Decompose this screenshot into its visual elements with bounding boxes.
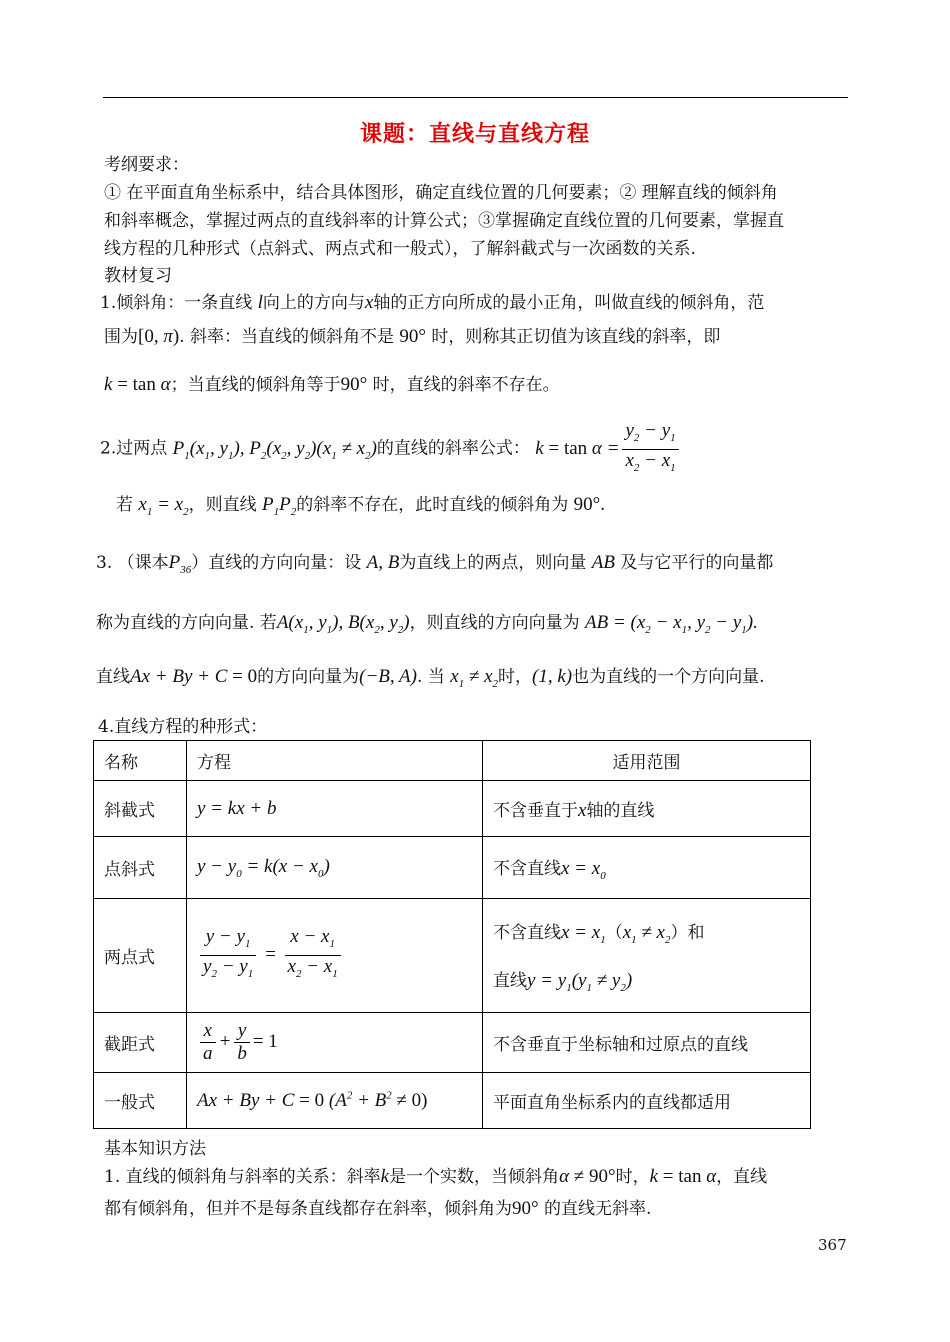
math-90deg: 90° [512, 1198, 539, 1219]
table-row [94, 1073, 811, 1129]
line-equation-forms-table [93, 740, 811, 1129]
review-item-1-line-1 [100, 288, 764, 314]
math-90deg: 90° [340, 374, 368, 395]
table-header-cell: 适用范围 [483, 741, 811, 781]
page-number: 367 [818, 1236, 847, 1254]
text: 直线方程的种形式： [114, 717, 268, 737]
text: 也为直线的一个方向向量. [572, 667, 765, 687]
text: 时，直线的斜率不存在。 [372, 375, 560, 395]
text: 倾斜角：一条直线 [116, 293, 253, 313]
item-number: 2. [100, 438, 117, 459]
text: 为直线上的两点，则向量 [399, 553, 587, 573]
math-k: k [380, 1166, 390, 1187]
text: 围为 [104, 327, 138, 347]
text: . 当 [416, 667, 445, 687]
methods-line-1 [104, 1162, 767, 1188]
form-name: 截距式 [94, 1013, 187, 1073]
math-90deg: 90°. [573, 494, 605, 515]
review-item-4 [98, 712, 267, 737]
syllabus-line-1: ① 在平面直角坐标系中，结合具体图形，确定直线位置的几何要素；② 理解直线的倾斜角 [104, 183, 778, 203]
form-range: 不含垂直于x轴的直线 [483, 781, 811, 837]
header-rule [103, 97, 848, 98]
math-k-tan: k = tan α [649, 1166, 717, 1187]
review-item-3-line-3 [96, 662, 765, 690]
text: ，则直线的方向向量为 [409, 613, 580, 633]
math-p1p2: $P_1P_2$ [262, 494, 297, 518]
math-direction-vector: AB = ($x_2 - x_1$, $y_2 - y_1$). [585, 612, 758, 636]
text: ；当直线的倾斜角等于 [170, 375, 341, 395]
form-equation: $\frac{y - y_1}{y_2 - y_1}$ = $\frac{x - x_1}{x_2 - x_1}$ [187, 899, 483, 1013]
syllabus-line-3: 线方程的几种形式（点斜式、两点式和一般式），了解斜截式与一次函数的关系. [104, 239, 696, 259]
methods-heading: 基本知识方法 [104, 1139, 206, 1159]
text: 的直线无斜率. [544, 1199, 652, 1219]
text: 直线 [96, 667, 130, 687]
text: ）直线的方向向量：设 [191, 553, 362, 573]
review-item-1-line-2 [104, 322, 720, 348]
form-name: 两点式 [94, 899, 187, 1013]
text: 时， [498, 667, 533, 687]
form-equation: $\frac{x}{a}$ + $\frac{y}{b}$ = 1 [187, 1013, 483, 1073]
text: 时，则称其正切值为该直线的斜率，即 [431, 327, 721, 347]
text: 若 [116, 495, 133, 515]
item-number: 4. [98, 717, 115, 737]
syllabus-line-2: 和斜率概念，掌握过两点的直线斜率的计算公式；③掌握确定直线位置的几何要素，掌握直 [104, 211, 784, 231]
form-name: 点斜式 [94, 837, 187, 899]
syllabus-heading: 考纲要求： [104, 155, 189, 175]
page-title: 课题：直线与直线方程 [359, 122, 590, 147]
table-row [94, 899, 811, 1013]
text: 向上的方向与 [262, 293, 365, 313]
math-l: l [257, 292, 263, 313]
text: 是一个实数，当倾斜角 [389, 1167, 560, 1187]
form-range: 不含直线$x = x_1(x_1 \ne x_2)$和 直线$y = y_1(y_1 \ne y_2)$ [483, 899, 811, 1013]
review-heading: 教材复习 [104, 266, 172, 286]
math-range: [0, π) [138, 326, 180, 347]
text: 的斜率不存在，此时直线的倾斜角为 [296, 495, 569, 515]
item-number: 1. [100, 293, 117, 313]
methods-line-2 [104, 1194, 651, 1220]
table-row [94, 837, 811, 899]
math-p36: $P_{36}$ [168, 552, 192, 576]
review-item-3-line-1 [96, 548, 773, 576]
text: 轴的正方向所成的最小正角，叫做直线的倾斜角，范 [373, 293, 765, 313]
form-equation: y = kx + b [187, 781, 483, 837]
math-ab: A, B [366, 552, 400, 573]
review-item-1-line-3 [104, 370, 560, 396]
math-x1-eq-x2: $x_1 = x_2$ [138, 494, 189, 518]
text: 及与它平行的向量都 [620, 553, 774, 573]
math-neg-b-a: (−B, A) [359, 666, 417, 687]
text: ，直线 [716, 1167, 768, 1187]
text: 的直线的斜率公式： [376, 438, 530, 459]
review-item-2-line-1 [100, 420, 682, 479]
form-name: 一般式 [94, 1073, 187, 1129]
math-1k: (1, k) [532, 666, 573, 687]
math-points-ab: $A(x_1$, $y_1$), $B(x_2$, $y_2$) [276, 612, 410, 636]
text: 都有倾斜角，但并不是每条直线都存在斜率，倾斜角为 [104, 1199, 512, 1219]
text: . 斜率：当直线的倾斜角不是 [179, 327, 394, 347]
math-slope-formula: k = tan α = $\frac{y_2 - y_1}{x_2 - x_1}$ [535, 438, 681, 459]
text: 过两点 [116, 438, 168, 459]
text: 称为直线的方向向量. 若 [96, 613, 277, 633]
table-header-cell: 名称 [94, 741, 187, 781]
form-name: 斜截式 [94, 781, 187, 837]
math-alpha-neq-90: α ≠ 90° [559, 1166, 616, 1187]
form-range: 不含直线$x = x_0$ [483, 837, 811, 899]
math-vector-ab: AB [591, 552, 615, 573]
text: 时， [615, 1167, 650, 1187]
text: （课本 [117, 553, 169, 573]
text: ，则直线 [188, 495, 257, 515]
table-row [94, 1013, 811, 1073]
form-range: 平面直角坐标系内的直线都适用 [483, 1073, 811, 1129]
form-equation: $y - y_0 = k(x - x_0)$ [187, 837, 483, 899]
math-x: x [364, 292, 374, 313]
form-equation: Ax + By + C = 0 $(A^2 + B^2 \ne 0)$ [187, 1073, 483, 1129]
math-k-tan: k = tan α [104, 374, 171, 395]
math-x1-neq-x2: $x_1 \ne x_2$ [450, 666, 499, 690]
math-general-eq: Ax + By + C = 0 [130, 666, 258, 687]
text: 的方向向量为 [257, 667, 360, 687]
form-range: 不含垂直于坐标轴和过原点的直线 [483, 1013, 811, 1073]
review-item-2-line-2 [116, 490, 605, 518]
math-90deg: 90° [399, 326, 427, 347]
table-header-cell: 方程 [187, 741, 483, 781]
review-item-3-line-2 [96, 608, 758, 636]
math-points: $P_1(x_1$, $y_1$), $P_2(x_2$, $y_2)(x_1 \ne x_2)$ [172, 437, 377, 462]
table-header-row [94, 741, 811, 781]
text: 1. 直线的倾斜角与斜率的关系：斜率 [104, 1167, 381, 1187]
table-row [94, 781, 811, 837]
item-number: 3. [96, 553, 113, 573]
